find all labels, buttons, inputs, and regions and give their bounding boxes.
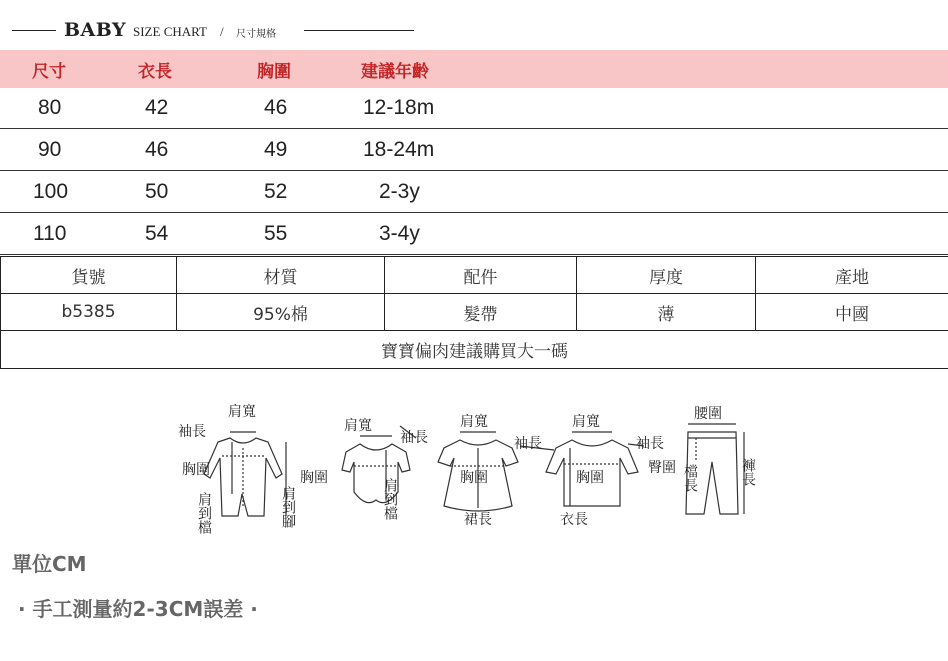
cell-length: 42: [145, 96, 169, 119]
info-value-sku: b5385: [1, 294, 177, 331]
top-label-chest: 胸圍: [576, 470, 604, 486]
dress-diagram: [438, 414, 518, 528]
cell-age: 12-18m: [363, 96, 435, 119]
bodysuit-label-chest: 胸圍: [300, 470, 328, 486]
header-title-zh: 尺寸規格: [236, 29, 276, 40]
romper-label-shoulder-foot: 肩到腳: [280, 486, 296, 528]
info-value-accessory: 髮帶: [385, 294, 577, 331]
pants-label-waist: 腰圍: [694, 406, 722, 422]
info-value-row: [1, 294, 948, 331]
size-table-header: [0, 50, 948, 88]
size-chart-header: [12, 18, 422, 44]
top-label-length: 衣長: [560, 512, 588, 528]
header-chest: 胸圍: [257, 61, 291, 82]
measurement-diagrams: [160, 396, 780, 544]
pants-diagram: [648, 406, 756, 514]
header-rule-right: [304, 30, 414, 31]
info-header-accessory: 配件: [385, 257, 577, 294]
bodysuit-label-shoulder-crotch: 肩到檔: [382, 478, 398, 520]
pants-label-length: 褲長: [740, 458, 756, 486]
dress-label-shoulder: 肩寬: [460, 414, 488, 430]
info-value-material: 95%棉: [177, 294, 385, 331]
header-size: 尺寸: [32, 61, 66, 82]
table-row: [0, 88, 948, 129]
dress-label-chest: 胸圍: [460, 470, 488, 486]
romper-label-chest: 胸圍: [182, 462, 210, 478]
header-rule-left: [12, 30, 56, 31]
top-diagram: [514, 414, 664, 528]
product-info-table: [0, 256, 948, 369]
header-baby: BABY: [64, 19, 127, 41]
info-value-origin: 中國: [756, 294, 948, 331]
cell-size: 110: [33, 222, 67, 245]
info-header-row: [1, 257, 948, 294]
bodysuit-label-sleeve: 袖長: [400, 430, 428, 446]
dress-label-skirt-length: 裙長: [464, 512, 492, 528]
cell-chest: 46: [264, 96, 288, 119]
top-label-sleeve-right: 袖長: [636, 436, 664, 452]
table-row: [0, 130, 948, 171]
top-label-sleeve-left: 袖長: [514, 436, 542, 452]
bodysuit-diagram: [300, 418, 428, 520]
romper-label-sleeve: 袖長: [178, 424, 206, 440]
romper-label-shoulder: 肩寬: [228, 404, 256, 420]
header-size-chart: SIZE CHART: [133, 24, 207, 39]
pants-label-hip: 臀圍: [648, 460, 676, 476]
cell-size: 100: [33, 180, 69, 203]
cell-size: 90: [38, 138, 62, 161]
top-label-shoulder: 肩寬: [572, 414, 600, 430]
cell-length: 50: [145, 180, 169, 203]
pants-label-rise: 檔長: [682, 464, 698, 492]
cell-chest: 49: [264, 138, 288, 161]
cell-length: 54: [145, 222, 169, 245]
cell-chest: 55: [264, 222, 288, 245]
size-advice-note: 寶寶偏肉建議購買大一碼: [1, 331, 948, 369]
info-header-material: 材質: [177, 257, 385, 294]
romper-diagram: [178, 404, 296, 534]
bodysuit-label-shoulder: 肩寬: [344, 418, 372, 434]
info-header-sku: 貨號: [1, 257, 177, 294]
unit-note: 單位CM: [12, 552, 87, 576]
measurement-error-note: · 手工測量約2-3CM誤差 ·: [18, 597, 258, 621]
info-note-row: [1, 331, 948, 369]
info-header-thickness: 厚度: [577, 257, 756, 294]
header-length: 衣長: [138, 61, 172, 82]
table-row: [0, 214, 948, 255]
cell-length: 46: [145, 138, 169, 161]
cell-age: 3-4y: [379, 222, 420, 245]
cell-age: 18-24m: [363, 138, 435, 161]
cell-age: 2-3y: [379, 180, 420, 203]
garment-illustrations: [160, 396, 780, 544]
info-value-thickness: 薄: [577, 294, 756, 331]
table-row: [0, 172, 948, 213]
header-age: 建議年齡: [361, 61, 429, 82]
romper-label-shoulder-crotch: 肩到檔: [196, 492, 212, 534]
cell-chest: 52: [264, 180, 288, 203]
info-header-origin: 產地: [756, 257, 948, 294]
header-separator: /: [220, 24, 224, 39]
cell-size: 80: [38, 96, 62, 119]
